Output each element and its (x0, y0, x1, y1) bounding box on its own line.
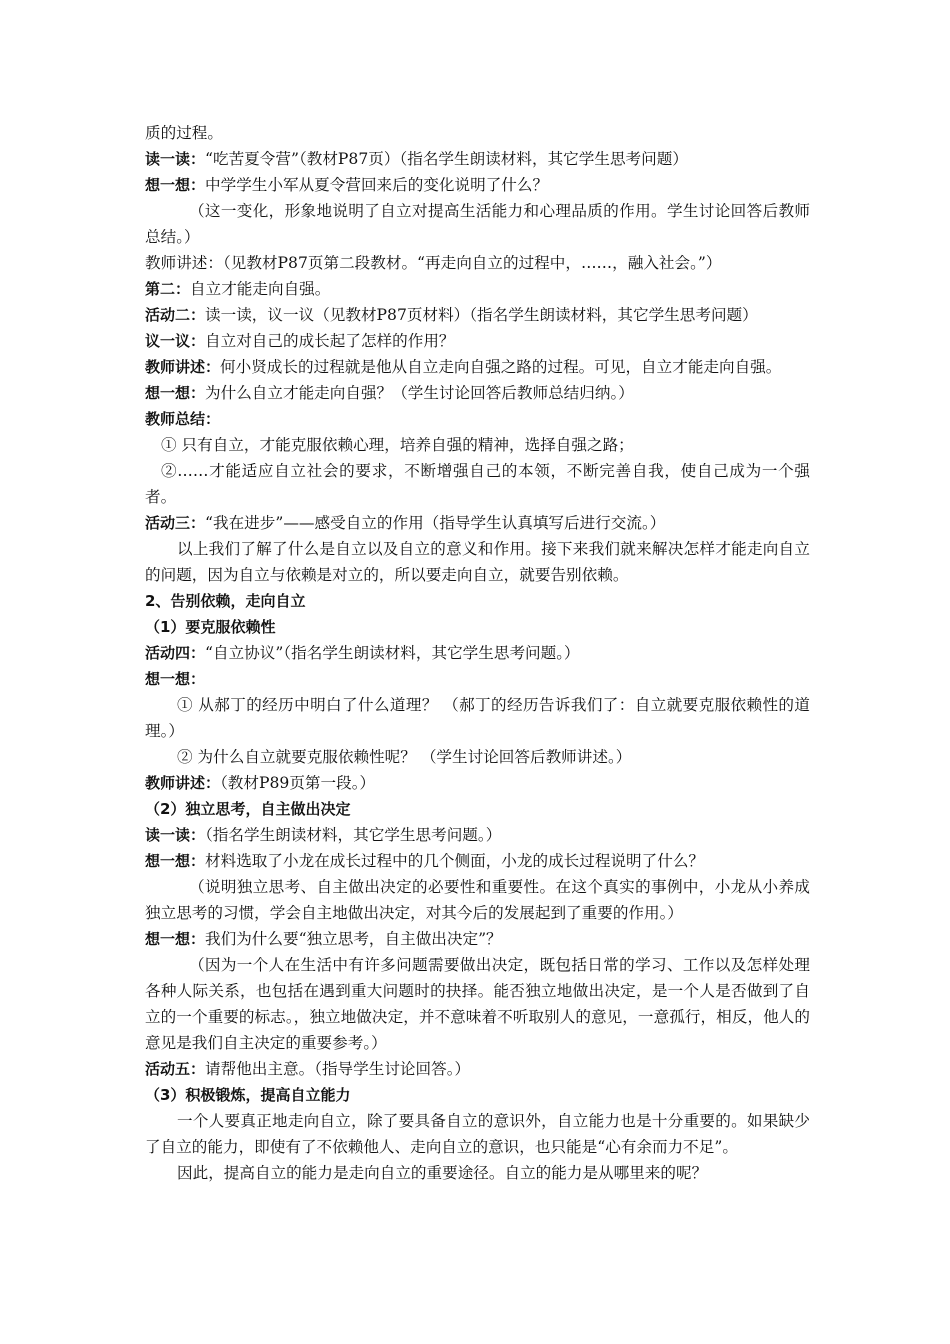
line-26: （说明独立思考、自主做出决定的必要性和重要性。在这个真实的事例中，小龙从小养成独立思考的习惯，学会自主地做出决定，对其今后的发展起到了重要的作用。） (145, 878, 810, 922)
line-9: 教师讲述：何小贤成长的过程就是他从自立走向自强之路的过程。可见，自立才能走向自强。 (145, 358, 782, 376)
line-32: 因此，提高自立的能力是走向自立的重要途径。自立的能力是从哪里来的呢？ (177, 1164, 708, 1182)
label-teacher-talk: 教师讲述： (145, 358, 221, 376)
line-24: 读一读：（指名学生朗读材料，其它学生思考问题。） (145, 826, 502, 844)
line-12: ① 只有自立，才能克服依赖心理，培养自强的精神，选择自强之路； (161, 436, 634, 454)
line-31: 一个人要真正地走向自立，除了要具备自立的意识外，自立能力也是十分重要的。如果缺少了自立的能力，即使有了不依赖他人、走向自立的意识，也只能是“心有余而力不足”。 (145, 1112, 810, 1156)
line-27: 想一想：我们为什么要“独立思考，自主做出决定”？ (145, 930, 502, 948)
line-8: 议一议：自立对自己的成长起了怎样的作用？ (145, 332, 455, 350)
line-28: （因为一个人在生活中有许多问题需要做出决定，既包括日常的学习、工作以及怎样处理各种人际关系，也包括在遇到重大问题时的抉择。能否独立地做出决定，是一个人是否做到了自立的一个重要的标志。，独立地做决定，并不意味着不听取别人的意见，一意孤行，相反，他人的意见是我们自主决定的重要参考。） (145, 956, 810, 1052)
subheading-3: （3）积极锻炼，提高自立能力 (145, 1086, 351, 1104)
label-think: 想一想： (145, 930, 206, 948)
subheading-2: （2）独立思考，自主做出决定 (145, 800, 351, 818)
label-activity-4: 活动四： (145, 644, 206, 662)
line-10: 想一想：为什么自立才能走向自强？（学生讨论回答后教师总结归纳。） (145, 384, 634, 402)
line-19 (145, 666, 810, 692)
line-20: ① 从郝丁的经历中明白了什么道理？ （郝丁的经历告诉我们了：自立就要克服依赖性的道理。） (145, 696, 810, 740)
subheading-1: （1）要克服依赖性 (145, 618, 276, 636)
line-6: 第二：自立才能走向自强。 (145, 280, 331, 298)
label-activity-3: 活动三： (145, 514, 206, 532)
label-read: 读一读： (145, 150, 206, 168)
line-13: ②……才能适应自立社会的要求，不断增强自己的本领，不断完善自我，使自己成为一个强者。 (145, 462, 810, 506)
label-think: 想一想： (145, 852, 206, 870)
line-1: 质的过程。 (145, 124, 223, 142)
line-5: 教师讲述：（见教材P87页第二段教材。“再走向自立的过程中，……，融入社会。”） (145, 254, 722, 272)
document-body (145, 120, 810, 1186)
label-activity-5: 活动五： (145, 1060, 206, 1078)
label-second: 第二： (145, 280, 191, 298)
line-21: ② 为什么自立就要克服依赖性呢？ （学生讨论回答后教师讲述。） (177, 748, 632, 766)
label-teacher-talk: 教师讲述： (145, 774, 221, 792)
label-think: 想一想： (145, 670, 206, 688)
line-7: 活动二：读一读，议一议（见教材P87页材料）（指名学生朗读材料，其它学生思考问题） (145, 306, 758, 324)
label-think: 想一想： (145, 384, 206, 402)
section-heading-2: 2、告别依赖，走向自立 (145, 592, 306, 610)
line-15: 以上我们了解了什么是自立以及自立的意义和作用。接下来我们就来解决怎样才能走向自立的问题，因为自立与依赖是对立的，所以要走向自立，就要告别依赖。 (145, 540, 810, 584)
line-4: （这一变化，形象地说明了自立对提高生活能力和心理品质的作用。学生讨论回答后教师总结。） (145, 202, 810, 246)
line-3: 想一想：中学学生小军从夏令营回来后的变化说明了什么？ (145, 176, 549, 194)
line-25: 想一想：材料选取了小龙在成长过程中的几个侧面，小龙的成长过程说明了什么？ (145, 852, 705, 870)
line-18: 活动四：“自立协议”（指名学生朗读材料，其它学生思考问题。） (145, 644, 580, 662)
line-29: 活动五：请帮他出主意。（指导学生讨论回答。） (145, 1060, 471, 1078)
label-think: 想一想： (145, 176, 206, 194)
label-discuss: 议一议： (145, 332, 206, 350)
line-11 (145, 406, 810, 432)
label-teacher-summary: 教师总结： (145, 410, 221, 428)
label-read: 读一读： (145, 826, 206, 844)
line-2: 读一读：“吃苦夏令营”（教材P87页）（指名学生朗读材料，其它学生思考问题） (145, 150, 688, 168)
line-22: 教师讲述：（教材P89页第一段。） (145, 774, 376, 792)
line-14: 活动三：“我在进步”——感受自立的作用（指导学生认真填写后进行交流。） (145, 514, 666, 532)
label-activity-2: 活动二： (145, 306, 206, 324)
